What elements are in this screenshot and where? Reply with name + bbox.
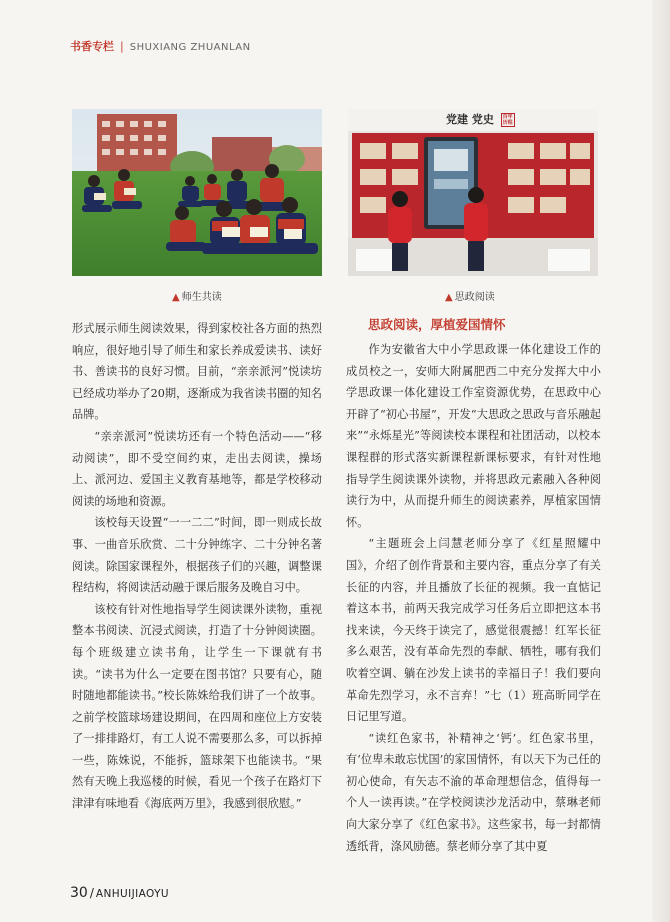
- exhibition-sign-badge: 百年历程: [502, 114, 513, 126]
- magazine-name: ANHUIJIAOYU: [95, 888, 169, 900]
- photo-caption-left: [172, 288, 222, 303]
- header-divider: |: [120, 40, 124, 53]
- triangle-marker-icon: ▲: [445, 292, 453, 303]
- reading-on-lawn-illustration: [72, 109, 322, 276]
- right-paragraph-2: “主题班会上闫慧老师分享了《红星照耀中国》，介绍了创作背景和主要内容，重点分享了有关长征的内容，并且播放了长征的视频。我一直惦记着这本书，前两天我完成学习任务后立即把这本书找来读，今天终于读完了，感觉很震撼！红军长征多么艰苦，没有革命先烈的奉献、牺牲，哪有我们吹着空调、躺在沙发上读书的幸福日子！我们要向革命先烈学习，永不言弃！”七（1）班高昕同学在日记里写道。: [346, 537, 601, 724]
- section-heading: 思政阅读，厚植爱国情怀: [368, 317, 506, 332]
- page-footer: [70, 885, 169, 901]
- column-header: [70, 38, 251, 54]
- photo-ideological-reading: [348, 109, 598, 276]
- page-number: 30: [70, 885, 88, 901]
- left-paragraph-4: 该校有针对性地指导学生阅读课外读物，重视整本书阅读、沉浸式阅读，打造了十分钟阅读圈。每个班级建立读书角，让学生一下课就有书读。“读书为什么一定要在图书馆？只要有心，随时随地都能读书。”校长陈姝给我们讲了一个故事。之前学校篮球场建设期间，在四周和座位上方安装了一排排路灯，有工人说不需要那么多，可以拆掉一些，陈姝说，不能拆，篮球架下也能读书。“果然有天晚上我巡楼的时候，看见一个孩子在路灯下津津有味地看《海底两万里》，我感到很欣慰。”: [72, 602, 322, 811]
- column-title-zh: 书香专栏: [70, 40, 114, 53]
- photo-caption-right: [445, 288, 495, 303]
- photo-teachers-students-reading: [72, 109, 322, 276]
- photo-caption-right-text: 思政阅读: [454, 292, 495, 303]
- right-text-column: [346, 314, 601, 857]
- right-paragraph-3: “读红色家书，补精神之‘钙’。红色家书里，有‘位卑未敢忘忧国’的家国情怀，有以天下为己任的初心使命，有矢志不渝的革命理想信念，值得每一个人一读再读。”在学校阅读沙龙活动中，蔡琳老师向大家分享了《红色家书》。这些家书，每一封都情透纸背，涤风励德。蔡老师分享了其中夏: [346, 731, 601, 853]
- exhibition-sign-text: 党建 党史: [446, 113, 494, 126]
- left-paragraph-3: 该校每天设置“一一二二”时间，即一则成长故事、一曲音乐欣赏、二十分钟练字、二十分钟名著阅读。除国家课程外，根据孩子们的兴趣，调整课程结构，将阅读活动融于课后服务及晚自习中。: [72, 516, 322, 595]
- left-paragraph-2: “亲亲派河”悦读坊还有一个特色活动——“移动阅读”，即不受空间约束，走出去阅读，操场上、派河边、爱国主义教育基地等，都是学校移动阅读的场地和资源。: [72, 429, 322, 508]
- column-title-en: SHUXIANG ZHUANLAN: [129, 42, 251, 53]
- footer-separator: /: [89, 886, 94, 900]
- triangle-marker-icon: ▲: [172, 292, 180, 303]
- photo-caption-left-text: 师生共读: [181, 292, 222, 303]
- page-edge-shadow: [652, 0, 670, 922]
- exhibition-sign: [446, 111, 515, 127]
- left-paragraph-1: 形式展示师生阅读效果，得到家校社各方面的热烈响应，很好地引导了师生和家长养成爱读书、读好书、善读书的良好习惯。目前，“亲亲派河”悦读坊已经成功举办了20期，逐渐成为我省读书圈的知名品牌。: [72, 322, 322, 422]
- left-text-column: [72, 318, 322, 815]
- exhibition-wall-illustration: [348, 109, 598, 276]
- right-paragraph-1: 作为安徽省大中小学思政课一体化建设工作的成员校之一，安师大附属肥西二中充分发挥大中小学思政课一体化建设工作室资源优势，在思政中心开辟了“初心书屋”，开发“大思政之思政与音乐融起来”“永烁星光”等阅读校本课程和社团活动，以校本课程群的形式落实新课程新课标要求，有针对性地指导学生阅读课外读物，并将思政元素融入各种阅读行为中，从而提升师生的阅读素养，厚植家国情怀。: [346, 343, 601, 529]
